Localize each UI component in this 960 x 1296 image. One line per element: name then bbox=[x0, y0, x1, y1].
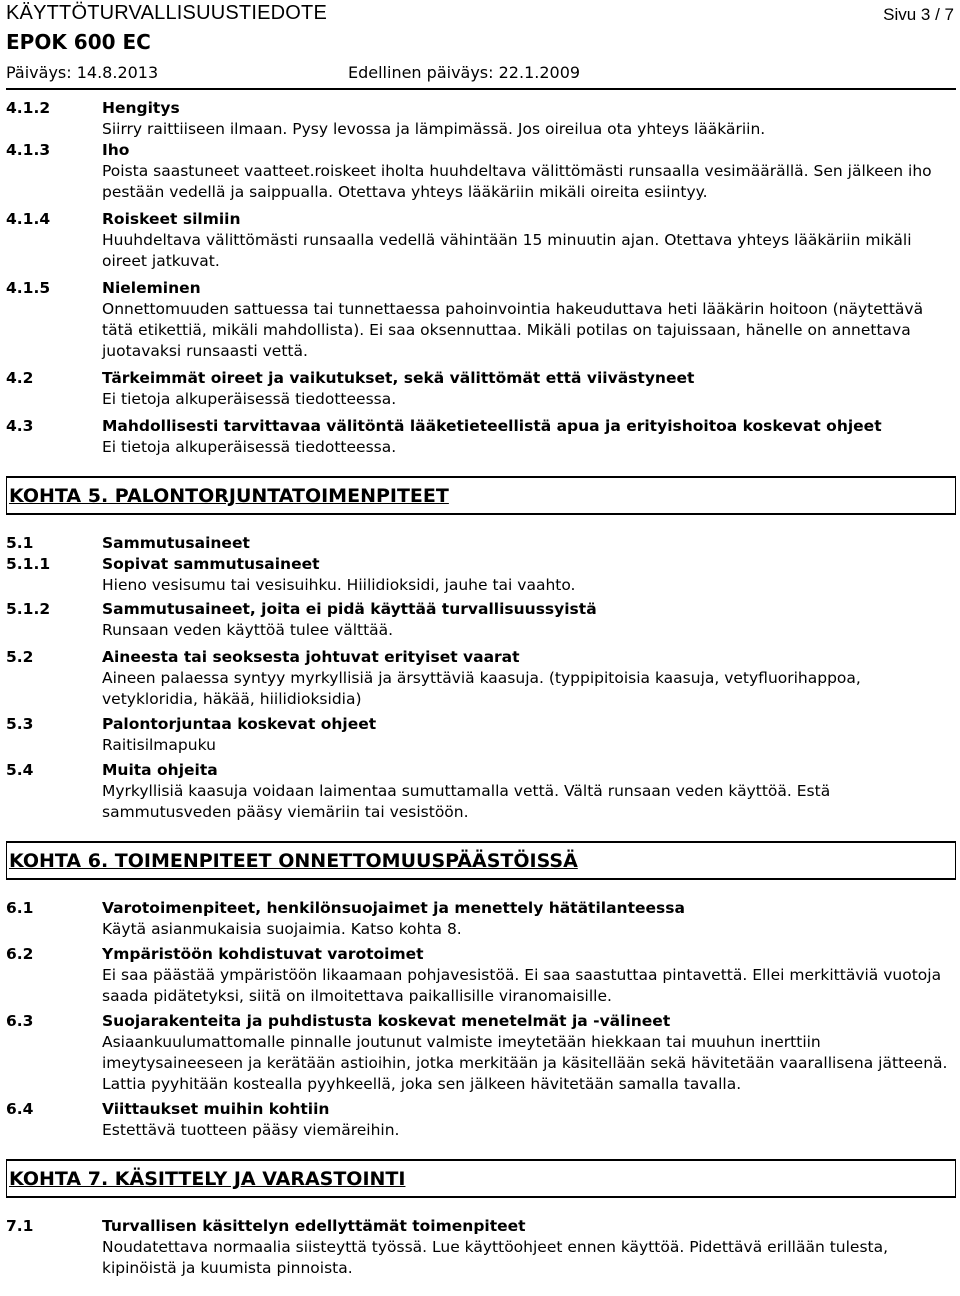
item-4-1-3 bbox=[6, 140, 956, 203]
section-5-title bbox=[6, 476, 956, 515]
item-heading: Tärkeimmät oireet ja vaikutukset, sekä välittömät että viivästyneet bbox=[102, 369, 695, 387]
section-title-text: KOHTA 6. TOIMENPITEET ONNETTOMUUSPÄÄSTÖISSÄ bbox=[9, 850, 578, 872]
item-text: Poista saastuneet vaatteet.roiskeet iholta huuhdeltava välittömästi runsaalla vesimäärällä. Sen jälkeen iho pestään vedellä ja saippualla. Otettava yhteys lääkäriin mikäli oireita esiintyy. bbox=[102, 162, 932, 201]
item-text: Estettävä tuotteen pääsy viemäreihin. bbox=[102, 1121, 400, 1139]
item-heading: Roiskeet silmiin bbox=[102, 210, 241, 228]
item-number: 6.4 bbox=[6, 1100, 34, 1118]
item-5-2 bbox=[6, 647, 956, 710]
item-4-1-2 bbox=[6, 98, 956, 140]
item-number: 5.1.2 bbox=[6, 600, 51, 618]
item-heading: Palontorjuntaa koskevat ohjeet bbox=[102, 715, 377, 733]
item-text: Raitisilmapuku bbox=[102, 736, 216, 754]
document-title: KÄYTTÖTURVALLISUUSTIEDOTE bbox=[6, 2, 327, 24]
item-heading: Viittaukset muihin kohtiin bbox=[102, 1100, 330, 1118]
item-heading: Aineesta tai seoksesta johtuvat erityiset vaarat bbox=[102, 648, 520, 666]
item-7-1 bbox=[6, 1216, 956, 1279]
item-text: Hieno vesisumu tai vesisuihku. Hiilidioksidi, jauhe tai vaahto. bbox=[102, 576, 576, 594]
item-5-1-2 bbox=[6, 599, 956, 641]
item-heading: Nieleminen bbox=[102, 279, 201, 297]
item-heading: Varotoimenpiteet, henkilönsuojaimet ja menettely hätätilanteessa bbox=[102, 899, 685, 917]
section-title-text: KOHTA 7. KÄSITTELY JA VARASTOINTI bbox=[9, 1168, 406, 1190]
item-heading: Sopivat sammutusaineet bbox=[102, 555, 320, 573]
item-5-1 bbox=[6, 533, 956, 554]
section-7-title bbox=[6, 1159, 956, 1198]
page-number: Sivu 3 / 7 bbox=[883, 5, 954, 24]
item-heading: Mahdollisesti tarvittavaa välitöntä lääketieteellistä apua ja erityishoitoa koskevat ohjeet bbox=[102, 417, 882, 435]
item-number: 4.3 bbox=[6, 417, 34, 435]
section-6-title bbox=[6, 841, 956, 880]
item-number: 5.2 bbox=[6, 648, 34, 666]
item-number: 4.1.5 bbox=[6, 279, 51, 297]
item-text: Asiaankuulumattomalle pinnalle joutunut valmiste imeytetään hiekkaan tai muuhun inerttiin imeytysaineeseen ja kerätään astioihin, jotka merkitään ja käsitellään sekä hävitetään vaarallisena jätteenä. Lattia pyyhitään kostealla pyyhkeellä, joka sen jälkeen hävitetään samalla tavalla. bbox=[102, 1033, 948, 1093]
item-text: Ei tietoja alkuperäisessä tiedotteessa. bbox=[102, 390, 397, 408]
section-6-items bbox=[6, 898, 956, 1141]
item-5-1-1 bbox=[6, 554, 956, 596]
item-4-3 bbox=[6, 416, 956, 458]
section-7-items bbox=[6, 1216, 956, 1279]
item-6-2 bbox=[6, 944, 956, 1007]
item-number: 4.1.3 bbox=[6, 141, 51, 159]
page-header bbox=[6, 0, 956, 88]
item-text: Runsaan veden käyttöä tulee välttää. bbox=[102, 621, 394, 639]
item-number: 5.1 bbox=[6, 534, 34, 552]
header-divider bbox=[6, 88, 956, 90]
item-text: Ei tietoja alkuperäisessä tiedotteessa. bbox=[102, 438, 397, 456]
document-page bbox=[6, 0, 956, 1279]
item-text: Huuhdeltava välittömästi runsaalla vedellä vähintään 15 minuutin ajan. Otettava yhteys lääkäriin mikäli oireet jatkuvat. bbox=[102, 231, 912, 270]
item-number: 5.4 bbox=[6, 761, 34, 779]
item-4-1-4 bbox=[6, 209, 956, 272]
item-number: 7.1 bbox=[6, 1217, 34, 1235]
item-text: Siirry raittiiseen ilmaan. Pysy levossa ja lämpimässä. Jos oireilua ota yhteys lääkäriin. bbox=[102, 120, 766, 138]
item-number: 4.2 bbox=[6, 369, 34, 387]
item-heading: Muita ohjeita bbox=[102, 761, 218, 779]
item-text: Ei saa päästää ympäristöön likaamaan pohjavesistöä. Ei saa saastuttaa pintavettä. Ellei merkittäviä vuotoja saada pidätetyksi, siitä on ilmoitettava paikallisille viranomaisille. bbox=[102, 966, 942, 1005]
item-number: 4.1.4 bbox=[6, 210, 51, 228]
item-number: 6.2 bbox=[6, 945, 34, 963]
product-name: EPOK 600 EC bbox=[6, 30, 151, 54]
item-text: Aineen palaessa syntyy myrkyllisiä ja ärsyttäviä kaasuja. (typpipitoisia kaasuja, vetyfluorihappoa, vetykloridia, häkää, hiilidioksidia) bbox=[102, 669, 861, 708]
section-5-items bbox=[6, 533, 956, 823]
item-5-4 bbox=[6, 760, 956, 823]
previous-date: Edellinen päiväys: 22.1.2009 bbox=[348, 63, 581, 82]
item-6-1 bbox=[6, 898, 956, 940]
item-6-3 bbox=[6, 1011, 956, 1095]
item-number: 6.1 bbox=[6, 899, 34, 917]
item-heading: Hengitys bbox=[102, 99, 180, 117]
item-heading: Iho bbox=[102, 141, 130, 159]
item-text: Myrkyllisiä kaasuja voidaan laimentaa sumuttamalla vettä. Vältä runsaan veden käyttöä. Estä sammutusveden pääsy viemäriin tai vesistöön. bbox=[102, 782, 831, 821]
item-4-2 bbox=[6, 368, 956, 410]
item-heading: Suojarakenteita ja puhdistusta koskevat menetelmät ja -välineet bbox=[102, 1012, 671, 1030]
item-heading: Sammutusaineet bbox=[102, 534, 250, 552]
item-text: Onnettomuuden sattuessa tai tunnettaessa pahoinvointia hakeuduttava heti lääkärin hoitoon (näytettävä tätä etikettiä, mikäli mahdollista). Ei saa oksennuttaa. Mikäli potilas on tajuissaan, hänelle on annettava juotavaksi runsaasti vettä. bbox=[102, 300, 924, 360]
item-number: 6.3 bbox=[6, 1012, 34, 1030]
item-heading: Turvallisen käsittelyn edellyttämät toimenpiteet bbox=[102, 1217, 526, 1235]
item-6-4 bbox=[6, 1099, 956, 1141]
item-heading: Ympäristöön kohdistuvat varotoimet bbox=[102, 945, 424, 963]
item-number: 5.3 bbox=[6, 715, 34, 733]
section-4-items bbox=[6, 98, 956, 458]
item-text: Käytä asianmukaisia suojaimia. Katso kohta 8. bbox=[102, 920, 462, 938]
item-4-1-5 bbox=[6, 278, 956, 362]
item-5-3 bbox=[6, 714, 956, 756]
issue-date: Päiväys: 14.8.2013 bbox=[6, 63, 159, 82]
item-number: 4.1.2 bbox=[6, 99, 51, 117]
item-number: 5.1.1 bbox=[6, 555, 51, 573]
item-heading: Sammutusaineet, joita ei pidä käyttää turvallisuussyistä bbox=[102, 600, 597, 618]
section-title-text: KOHTA 5. PALONTORJUNTATOIMENPITEET bbox=[9, 485, 449, 507]
item-text: Noudatettava normaalia siisteyttä työssä. Lue käyttöohjeet ennen käyttöä. Pidettävä erillään tulesta, kipinöistä ja kuumista pinnoista. bbox=[102, 1238, 889, 1277]
